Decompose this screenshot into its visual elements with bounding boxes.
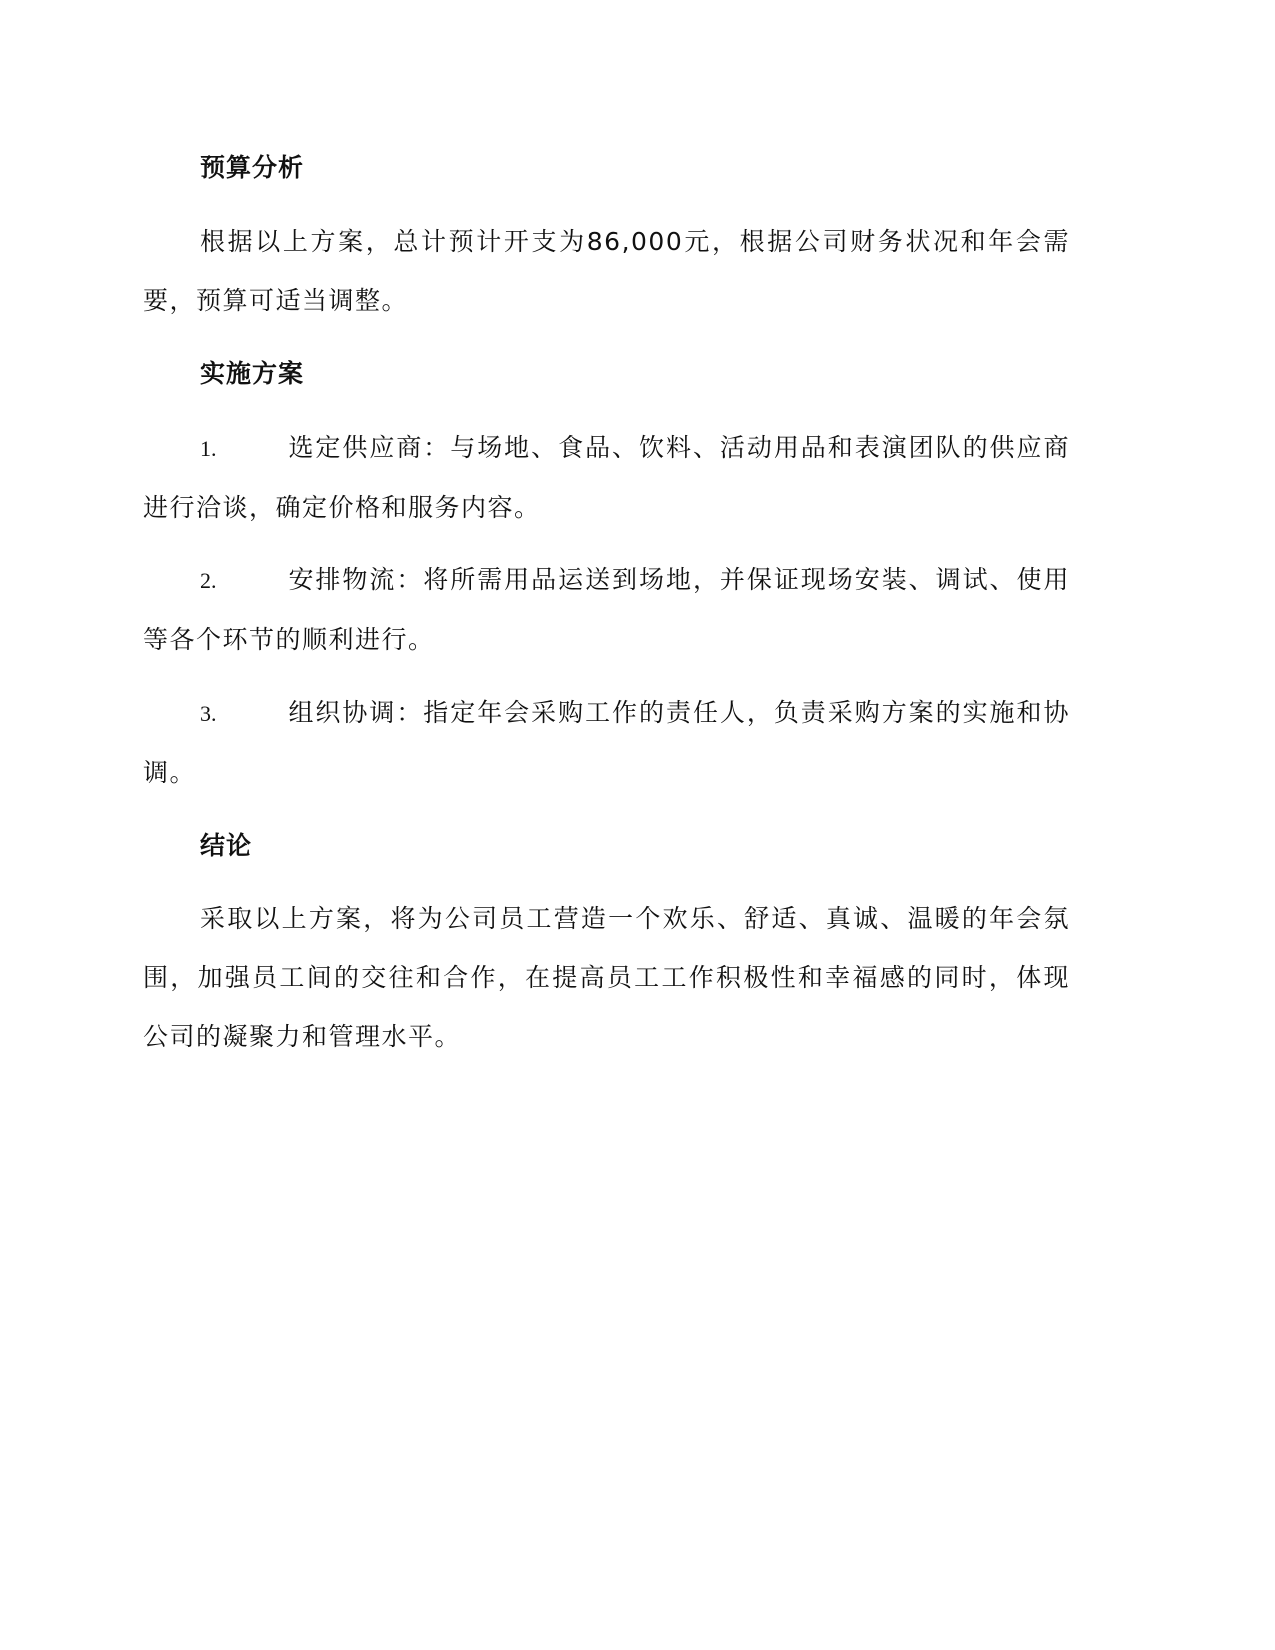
conclusion-paragraph: 采取以上方案，将为公司员工营造一个欢乐、舒适、真诚、温暖的年会氛围，加强员工间的交往和合作，在提高员工工作积极性和幸福感的同时，体现公司的凝聚力和管理水平。 — [143, 904, 1070, 1051]
list-item — [143, 683, 1070, 802]
list-item-number: 1. — [200, 436, 217, 461]
list-item — [143, 418, 1070, 537]
list-item — [143, 550, 1070, 669]
section-heading-implementation: 实施方案 — [200, 359, 305, 388]
list-item-text: 组织协调：指定年会采购工作的责任人，负责采购方案的实施和协调。 — [143, 698, 1070, 787]
section-heading-budget: 预算分析 — [200, 153, 305, 182]
section-heading-conclusion: 结论 — [200, 831, 253, 860]
list-item-text: 选定供应商：与场地、食品、饮料、活动用品和表演团队的供应商进行洽谈，确定价格和服务内容。 — [143, 433, 1070, 522]
list-item-text: 安排物流：将所需用品运送到场地，并保证现场安装、调试、使用等各个环节的顺利进行。 — [143, 565, 1070, 654]
list-item-number: 3. — [200, 701, 217, 726]
list-item-number: 2. — [200, 568, 217, 593]
budget-paragraph: 根据以上方案，总计预计开支为86,000元，根据公司财务状况和年会需要，预算可适当调整。 — [143, 227, 1070, 315]
